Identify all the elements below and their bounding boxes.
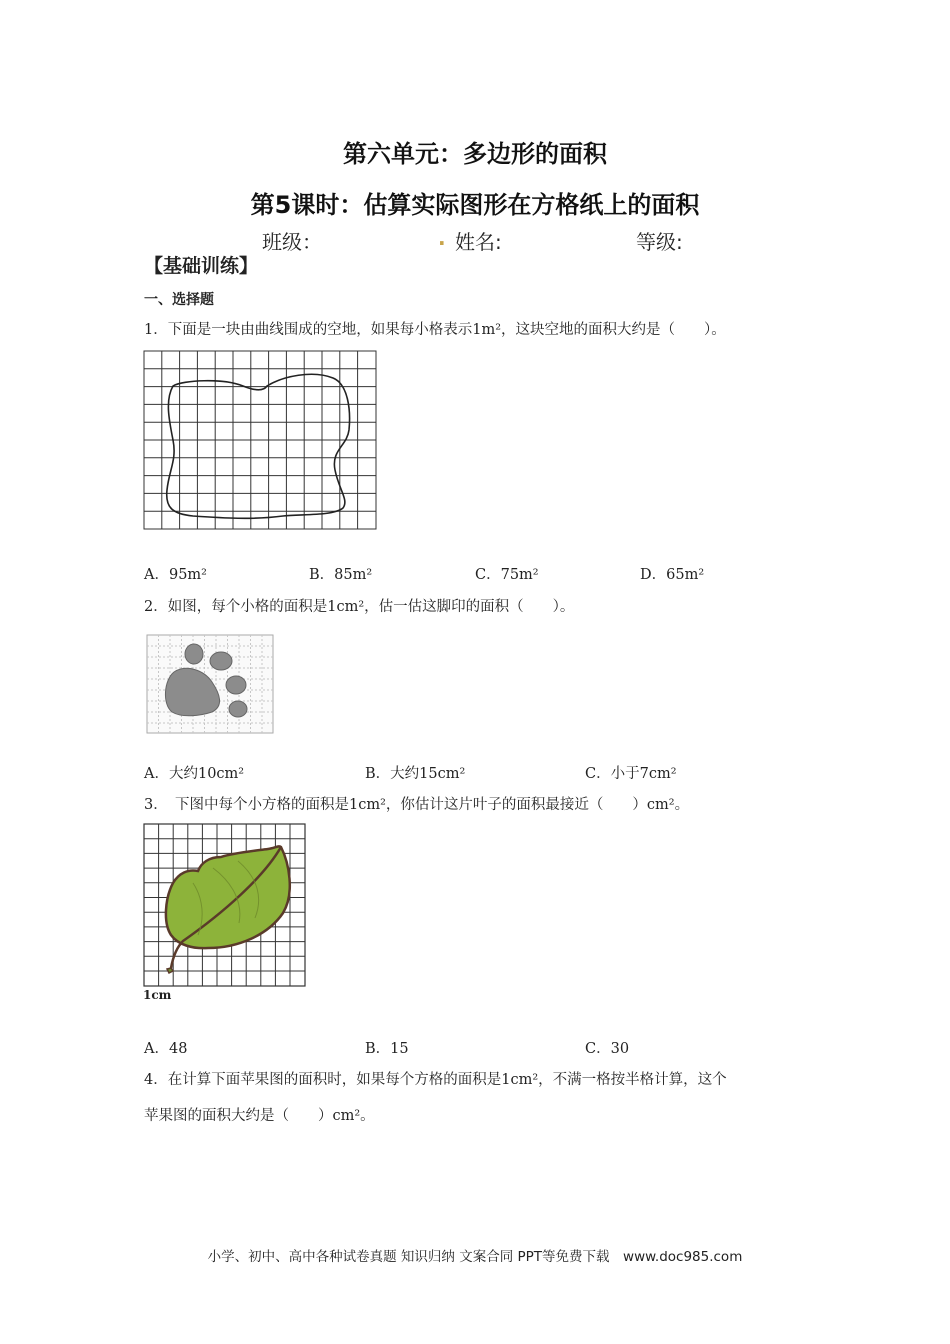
q1-grid-lines (144, 351, 376, 529)
class-label: 班级： (262, 230, 322, 254)
q2-option-a: A．大约10cm² (144, 766, 245, 782)
page-footer: 小学、初中、高中各种试卷真题 知识归纳 文案合同 PPT等免费下载 www.doc985.com (207, 1249, 743, 1265)
q3-option-c: C．30 (585, 1041, 630, 1057)
leaf-stem (167, 968, 173, 973)
q3-option-a: A．48 (144, 1041, 188, 1057)
question-1: 1．下面是一块由曲线围成的空地，如果每小格表示1m²，这块空地的面积大约是（ ）。 (144, 322, 726, 338)
q2-option-b: B．大约15cm² (365, 766, 466, 782)
q2-option-c: C．小于7cm² (585, 766, 677, 782)
q1-option-b: B．85m² (309, 567, 373, 583)
question-4-line-1: 4．在计算下面苹果图的面积时，如果每个方格的面积是1cm²，不满一格按半格计算，这个 (144, 1072, 727, 1088)
section-heading: 【基础训练】 (144, 255, 259, 277)
grade-label: 等级: (636, 230, 683, 254)
q1-option-d: D．65m² (640, 567, 705, 583)
question-2: 2．如图，每个小格的面积是1cm²，估一估这脚印的面积（ ）。 (144, 599, 575, 615)
q2-paw-figure (146, 634, 274, 734)
q3-option-b: B．15 (365, 1041, 409, 1057)
question-3: 3． 下图中每个小方格的面积是1cm²，你估计这片叶子的面积最接近（ ）cm²。 (144, 797, 690, 813)
name-label: 姓名: (455, 230, 502, 254)
q3-leaf-figure (143, 823, 306, 987)
page-title: 第六单元：多边形的面积 (343, 140, 607, 168)
question-4-line-2: 苹果图的面积大约是（ ）cm²。 (144, 1108, 375, 1124)
scale-label: 1cm (143, 988, 172, 1002)
lesson-subtitle: 第5课时：估算实际图形在方格纸上的面积 (250, 191, 700, 219)
subsection-heading: 一、选择题 (144, 292, 214, 308)
q1-grid-figure (143, 350, 377, 530)
q1-option-a: A．95m² (144, 567, 207, 583)
q1-option-c: C．75m² (475, 567, 539, 583)
separator-dot: . (438, 226, 446, 250)
